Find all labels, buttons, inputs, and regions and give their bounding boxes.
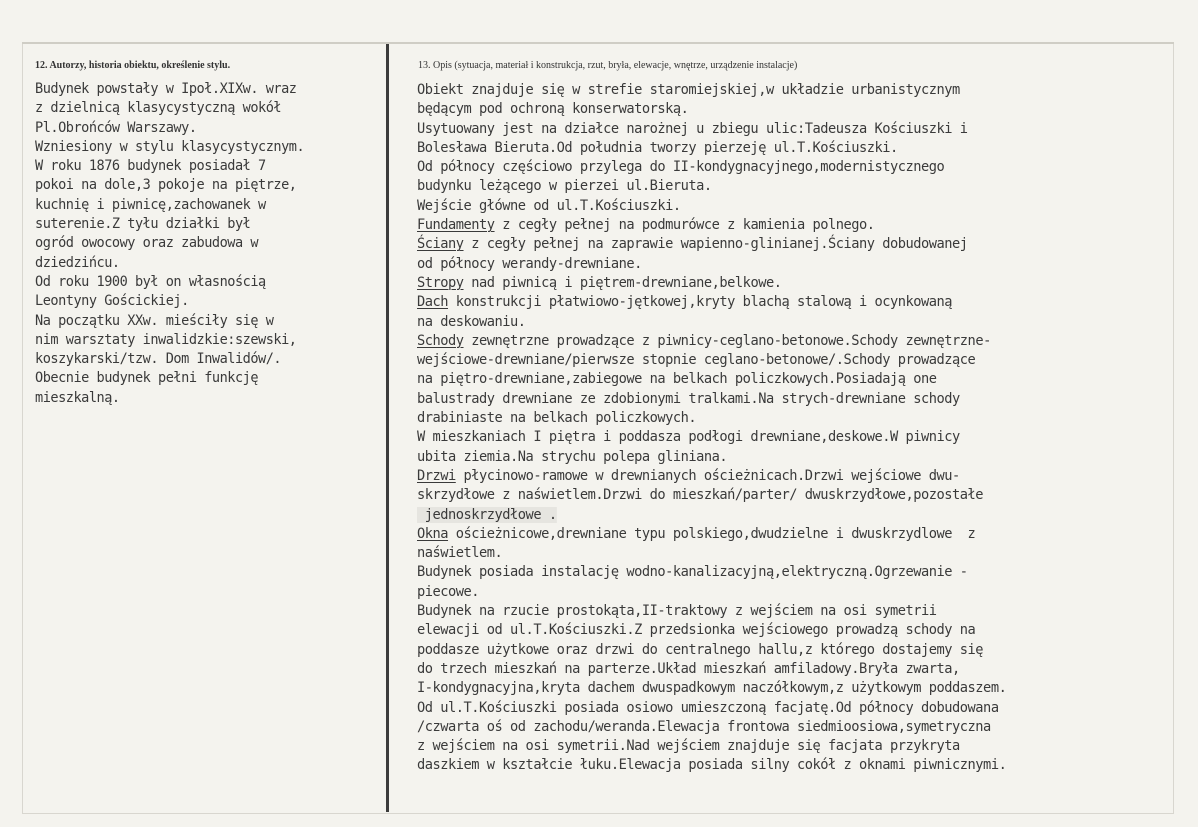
underlined-keyword: Stropy — [417, 274, 464, 291]
text-segment: Bolesława Bieruta.Od południa tworzy pierzeję ul.T.Kościuszki. — [417, 139, 898, 156]
text-segment: na piętro-drewniane,zabiegowe na belkach policzkowych.Posiadają one — [417, 371, 937, 388]
text-segment: Budynek na rzucie prostokąta,II-traktowy z wejściem na osi symetrii — [417, 603, 937, 620]
text-line — [417, 679, 1006, 698]
text-line — [417, 100, 1006, 119]
text-line: Pl.Obrońców Warszawy. — [35, 119, 197, 136]
text-segment: elewacji od ul.T.Kościuszki.Z przedsionka wejściowego prowadzą schody na — [417, 622, 976, 639]
text-line: Wzniesiony w stylu klasycystycznym. — [35, 138, 305, 155]
text-segment: Budynek posiada instalację wodno-kanalizacyjną,elektryczną.Ogrzewanie - — [417, 564, 968, 581]
text-line — [417, 216, 1006, 235]
text-segment: z wejściem na osi symetrii.Nad wejściem znajduje się facjata przykryta — [417, 738, 960, 755]
text-line — [417, 139, 1006, 158]
text-line — [417, 332, 1006, 351]
section-12-heading: 12. Autorzy, historia obiektu, określenie stylu. — [35, 60, 231, 71]
text-line — [417, 563, 1006, 582]
text-segment: I-kondygnacyjna,kryta dachem dwuspadkowym naczółkowym,z użytkowym poddaszem. — [417, 680, 1007, 697]
text-line — [417, 583, 1006, 602]
text-line — [417, 293, 1006, 312]
text-segment: Od ul.T.Kościuszki posiada osiowo umieszczoną facjatę.Od północy dobudowana — [417, 699, 999, 716]
text-line — [417, 506, 1006, 525]
text-line — [417, 544, 1006, 563]
text-segment: płycinowo-ramowe w drewnianych ościeżnicach.Drzwi wejściowe dwu- — [455, 467, 960, 484]
text-line — [417, 525, 1006, 544]
text-segment: Wejście główne od ul.T.Kościuszki. — [417, 197, 681, 214]
text-segment: do trzech mieszkań na parterze.Układ mieszkań amfiladowy.Bryła zwarta, — [417, 660, 960, 677]
text-line: z dzielnicą klasycystyczną wokół — [35, 100, 282, 117]
text-line: Od roku 1900 był on własnością — [35, 273, 266, 290]
text-segment: Od północy częściowo przylega do II-kondygnacyjnego,modernistycznego — [417, 159, 945, 176]
text-segment: piecowe. — [417, 583, 480, 600]
text-segment: naświetlem. — [417, 545, 503, 562]
underlined-keyword: Okna — [417, 525, 449, 542]
text-segment: /czwarta oś od zachodu/weranda.Elewacja frontowa siedmioosiowa,symetryczna — [417, 718, 991, 735]
text-line — [417, 409, 1006, 428]
text-segment: na deskowaniu. — [417, 313, 526, 330]
text-line — [417, 255, 1006, 274]
text-line — [417, 370, 1006, 389]
section-12-text — [35, 80, 304, 408]
text-line: Na początku XXw. mieściły się w — [35, 312, 274, 329]
text-line: koszykarski/tzw. Dom Inwalidów/. — [35, 351, 282, 368]
text-segment: zewnętrzne prowadzące z piwnicy-ceglano-betonowe.Schody zewnętrzne- — [463, 332, 991, 349]
text-line — [417, 428, 1006, 447]
text-line — [417, 718, 1006, 737]
text-segment: balustrady drewniane ze zdobionymi tralkami.Na strych-drewniane schody — [417, 390, 960, 407]
text-segment: od północy werandy-drewniane. — [417, 255, 642, 272]
text-segment: skrzydłowe z naświetlem.Drzwi do mieszkań/parter/ dwuskrzydłowe,pozostałe — [417, 487, 984, 504]
section-13-text — [417, 81, 1006, 776]
text-line: mieszkalną. — [35, 389, 120, 406]
text-segment: nad piwnicą i piętrem-drewniane,belkowe. — [463, 274, 782, 291]
text-line: dziedzińcu. — [35, 254, 120, 271]
text-line — [417, 660, 1006, 679]
text-line — [417, 448, 1006, 467]
text-segment: Obiekt znajduje się w strefie staromiejskiej,w układzie urbanistycznym — [417, 82, 960, 98]
text-line: Obecnie budynek pełni funkcję — [35, 370, 259, 387]
text-line — [417, 158, 1006, 177]
text-line: pokoi na dole,3 pokoje na piętrze, — [35, 177, 297, 194]
text-line: nim warsztaty inwalidzkie:szewski, — [35, 331, 297, 348]
text-line — [417, 737, 1006, 756]
text-line: kuchnię i piwnicę,zachowanek w — [35, 196, 266, 213]
text-segment: z cegły pełnej na podmurówce z kamienia polnego. — [494, 217, 875, 234]
text-line — [417, 390, 1006, 409]
text-line — [417, 756, 1006, 775]
text-line — [417, 81, 1006, 100]
text-segment: ościeżnicowe,drewniane typu polskiego,dwudzielne i dwuskrzydlowe z — [448, 525, 976, 542]
text-line — [417, 274, 1006, 293]
text-line — [417, 641, 1006, 660]
text-line — [417, 351, 1006, 370]
text-line — [417, 235, 1006, 254]
text-line — [417, 602, 1006, 621]
text-line: ogród owocowy oraz zabudowa w — [35, 235, 259, 252]
column-divider — [386, 44, 389, 812]
text-line: W roku 1876 budynek posiadał 7 — [35, 158, 266, 175]
text-segment: daszkiem w kształcie łuku.Elewacja posiada silny cokół z oknami piwnicznymi. — [417, 757, 1007, 774]
top-rule — [22, 42, 1174, 44]
text-segment: wejściowe-drewniane/pierwsze stopnie ceglano-betonowe/.Schody prowadzące — [417, 352, 976, 369]
text-line — [417, 699, 1006, 718]
section-13-heading: 13. Opis (sytuacja, materiał i konstrukcja, rzut, bryła, elewacje, wnętrze, urządzenie instalacje) — [418, 60, 798, 71]
text-line — [417, 467, 1006, 486]
text-segment: z cegły pełnej na zaprawie wapienno-glinianej.Ściany dobudowanej — [463, 236, 968, 253]
underlined-keyword: Ściany — [417, 236, 464, 253]
text-segment: poddasze użytkowe oraz drzwi do centralnego hallu,z którego dostajemy się — [417, 641, 984, 658]
text-line — [417, 177, 1006, 196]
text-line — [417, 120, 1006, 139]
underlined-keyword: Fundamenty — [417, 217, 495, 234]
text-line: Leontyny Gościckiej. — [35, 293, 189, 310]
text-segment: drabiniaste na belkach policzkowych. — [417, 410, 697, 427]
text-segment: konstrukcji płatwiowo-jętkowej,kryty blachą stalową i ocynkowaną — [448, 294, 953, 311]
text-segment: jednoskrzydłowe . — [417, 506, 557, 523]
underlined-keyword: Drzwi — [417, 467, 456, 484]
underlined-keyword: Schody — [417, 332, 464, 349]
text-line: Budynek powstały w Ipoł.XIXw. wraz — [35, 81, 297, 97]
underlined-keyword: Dach — [417, 294, 449, 311]
text-segment: będącym pod ochroną konserwatorską. — [417, 101, 689, 118]
text-segment: Usytuowany jest na działce narożnej u zbiegu ulic:Tadeusza Kościuszki i — [417, 120, 968, 137]
text-line: suterenie.Z tyłu działki był — [35, 216, 251, 233]
text-segment: ubita ziemia.Na strychu polepa gliniana. — [417, 448, 728, 465]
text-line — [417, 621, 1006, 640]
text-segment: budynku leżącego w pierzei ul.Bieruta. — [417, 178, 712, 195]
text-line — [417, 313, 1006, 332]
text-segment: W mieszkaniach I piętra i poddasza podłogi drewniane,deskowe.W piwnicy — [417, 429, 960, 446]
text-line — [417, 197, 1006, 216]
text-line — [417, 486, 1006, 505]
